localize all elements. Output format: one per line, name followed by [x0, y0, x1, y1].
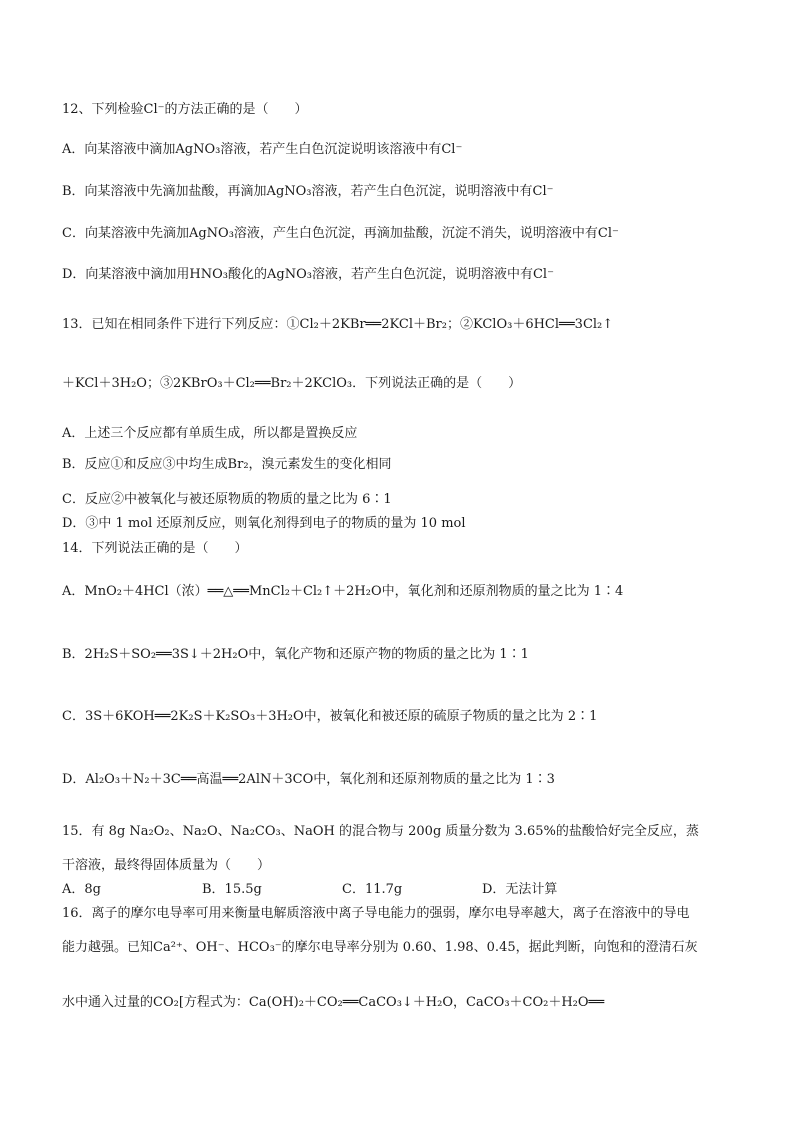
- question-12-stem: 12、下列检验Cl⁻的方法正确的是（ ）: [62, 102, 308, 117]
- question-12-option-b: B．向某溶液中先滴加盐酸，再滴加AgNO₃溶液，若产生白色沉淀，说明溶液中有Cl⁻: [62, 184, 554, 199]
- question-13-option-a: A．上述三个反应都有单质生成，所以都是置换反应: [62, 426, 358, 441]
- question-14-option-b: B．2H₂S＋SO₂══3S↓＋2H₂O中，氧化产物和还原产物的物质的量之比为 1∶1: [62, 647, 529, 662]
- question-15-options: [62, 880, 742, 900]
- question-15-option-d: D．无法计算: [482, 882, 558, 897]
- question-15-option-a: A．8g: [62, 882, 101, 897]
- question-13-option-d: D．③中 1 mol 还原剂反应，则氧化剂得到电子的物质的量为 10 mol: [62, 516, 466, 531]
- question-16-stem-line1: 16．离子的摩尔电导率可用来衡量电解质溶液中离子导电能力的强弱，摩尔电导率越大，离子在溶液中的导电: [62, 906, 690, 921]
- question-12-option-a: A．向某溶液中滴加AgNO₃溶液，若产生白色沉淀说明该溶液中有Cl⁻: [62, 142, 463, 157]
- question-13-option-b: B．反应①和反应③中均生成Br₂，溴元素发生的变化相同: [62, 457, 392, 472]
- question-14-option-c: C．3S＋6KOH══2K₂S＋K₂SO₃＋3H₂O中，被氧化和被还原的硫原子物质的量之比为 2∶1: [62, 709, 598, 724]
- question-13-stem-line2: ＋KCl＋3H₂O；③2KBrO₃＋Cl₂══Br₂＋2KClO₃．下列说法正确的是（ ）: [62, 376, 522, 391]
- question-13-option-c: C．反应②中被氧化与被还原物质的物质的量之比为 6∶1: [62, 492, 392, 507]
- question-12-option-c: C．向某溶液中先滴加AgNO₃溶液，产生白色沉淀，再滴加盐酸，沉淀不消失，说明溶液中有Cl⁻: [62, 226, 619, 241]
- question-14-option-a: A．MnO₂＋4HCl（浓）══△══MnCl₂＋Cl₂↑＋2H₂O中，氧化剂和还原剂物质的量之比为 1∶4: [62, 584, 624, 599]
- question-16-stem-line2: 能力越强。已知Ca²⁺、OH⁻、HCO₃⁻的摩尔电导率分别为 0.60、1.98、0.45，据此判断，向饱和的澄清石灰: [62, 940, 698, 955]
- question-14-stem: 14．下列说法正确的是（ ）: [62, 541, 248, 556]
- question-15-option-c: C．11.7g: [342, 882, 403, 897]
- question-15-option-b: B．15.5g: [202, 882, 262, 897]
- question-12-option-d: D．向某溶液中滴加用HNO₃酸化的AgNO₃溶液，若产生白色沉淀，说明溶液中有Cl⁻: [62, 267, 554, 282]
- question-14-option-d: D．Al₂O₃＋N₂＋3C══高温══2AlN＋3CO中，氧化剂和还原剂物质的量之比为 1∶3: [62, 772, 555, 787]
- question-16-stem-line3: 水中通入过量的CO₂[方程式为：Ca(OH)₂＋CO₂══CaCO₃↓＋H₂O，CaCO₃＋CO₂＋H₂O══: [62, 995, 605, 1010]
- question-15-stem-line1: 15．有 8g Na₂O₂、Na₂O、Na₂CO₃、NaOH 的混合物与 200g 质量分数为 3.65%的盐酸恰好完全反应，蒸: [62, 824, 699, 839]
- question-15-stem-line2: 干溶液，最终得固体质量为（ ）: [62, 858, 271, 873]
- question-13-stem-line1: 13．已知在相同条件下进行下列反应：①Cl₂＋2KBr══2KCl＋Br₂；②KClO₃＋6HCl══3Cl₂↑: [62, 317, 614, 332]
